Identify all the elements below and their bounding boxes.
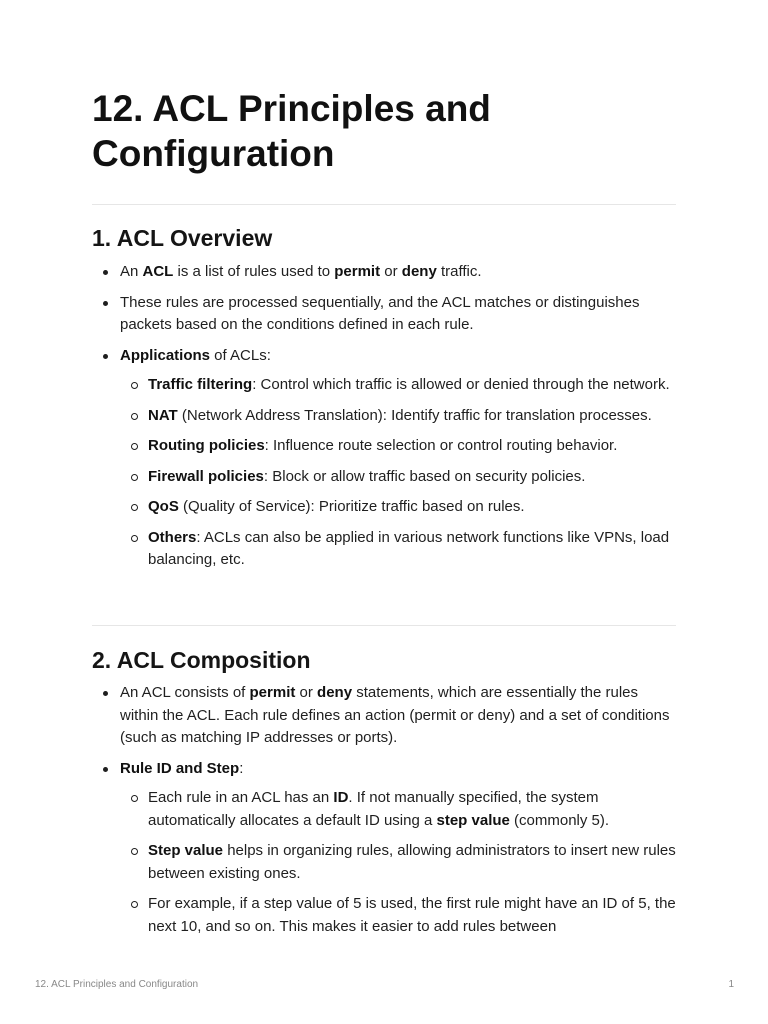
bold-term: Traffic filtering bbox=[148, 376, 253, 393]
list-item bbox=[120, 758, 676, 939]
list-item-text bbox=[120, 292, 676, 337]
sub-list-item bbox=[148, 466, 676, 489]
text-run: or bbox=[295, 684, 318, 701]
text-run: or bbox=[380, 263, 402, 280]
text-run: (commonly 5). bbox=[509, 811, 610, 829]
bold-term: ACL bbox=[142, 263, 174, 280]
text-run: traffic. bbox=[436, 263, 482, 280]
footer-document-title: 12. ACL Principles and Configuration bbox=[35, 979, 199, 990]
sub-list-item bbox=[148, 405, 676, 428]
list-item bbox=[120, 292, 676, 337]
list-item-text bbox=[120, 345, 676, 368]
acl-overview-list bbox=[120, 261, 676, 580]
sub-list-item bbox=[148, 527, 676, 572]
text-run: An bbox=[120, 263, 143, 280]
bold-term: Rule ID and Step bbox=[120, 759, 240, 777]
section-divider bbox=[92, 625, 676, 626]
section-heading-acl-composition: 2. ACL Composition bbox=[92, 647, 311, 673]
text-run: statements, which are essentially the rules within the ACL. Each rule defines an action (permit or deny) and a set of conditions (such as matching IP addresses or ports). bbox=[120, 684, 670, 746]
text-run: (Quality of Service): Prioritize traffic based on rules. bbox=[178, 498, 525, 515]
sub-list-item bbox=[148, 496, 676, 519]
bold-term: Routing policies bbox=[148, 437, 265, 454]
footer-page-number: 1 bbox=[728, 979, 734, 990]
bold-term: NAT bbox=[148, 406, 178, 424]
bold-term: deny bbox=[401, 263, 437, 280]
bold-term: Applications bbox=[120, 346, 211, 364]
bold-term: Firewall policies bbox=[148, 467, 264, 485]
list-item bbox=[120, 261, 676, 284]
bold-term: Others bbox=[148, 528, 197, 546]
sub-list bbox=[120, 374, 676, 572]
text-run: of ACLs: bbox=[210, 346, 271, 364]
text-run: Each rule in an ACL has an bbox=[148, 789, 334, 806]
page-title: 12. ACL Principles and Configuration bbox=[92, 88, 491, 174]
text-run: : Block or allow traffic based on security policies. bbox=[263, 467, 586, 485]
text-run: helps in organizing rules, allowing administrators to insert new rules between existing ones. bbox=[148, 842, 676, 882]
list-item-text bbox=[120, 261, 676, 284]
text-run: (Network Address Translation): Identify traffic for translation processes. bbox=[177, 406, 652, 424]
text-run: is a list of rules used to bbox=[173, 263, 335, 280]
text-run: . If not manually specified, the system automatically allocates a default ID using a bbox=[148, 789, 599, 829]
bold-term: ID bbox=[333, 789, 349, 806]
sub-list bbox=[120, 787, 676, 938]
sub-list-item bbox=[148, 787, 676, 832]
sub-list-item bbox=[148, 374, 676, 397]
bold-term: permit bbox=[334, 263, 381, 280]
acl-composition-list bbox=[120, 682, 676, 946]
bold-term: step value bbox=[436, 811, 510, 829]
section-heading-acl-overview: 1. ACL Overview bbox=[92, 225, 273, 251]
bold-term: Step value bbox=[148, 842, 224, 859]
text-run: An ACL consists of bbox=[120, 684, 250, 701]
bold-term: QoS bbox=[148, 498, 179, 515]
sub-list-item bbox=[148, 893, 676, 938]
list-item bbox=[120, 345, 676, 572]
text-run: For example, if a step value of 5 is used, the first rule might have an ID of 5, the next 10, and so on. This makes it easier to add rules between bbox=[148, 895, 676, 935]
text-run: : Control which traffic is allowed or denied through the network. bbox=[252, 376, 670, 393]
text-run: : bbox=[239, 759, 244, 777]
list-item-text bbox=[120, 758, 676, 781]
bold-term: deny bbox=[317, 684, 353, 701]
sub-list-item bbox=[148, 435, 676, 458]
text-run: : ACLs can also be applied in various network functions like VPNs, load balancing, etc. bbox=[148, 528, 670, 568]
title-divider bbox=[92, 204, 676, 205]
list-item bbox=[120, 682, 676, 750]
text-run: : Influence route selection or control routing behavior. bbox=[264, 437, 618, 454]
bold-term: permit bbox=[249, 684, 296, 701]
text-run: These rules are processed sequentially, and the ACL matches or distinguishes packets based on the conditions defined in each rule. bbox=[120, 293, 640, 333]
list-item-text bbox=[120, 682, 676, 750]
sub-list-item bbox=[148, 840, 676, 885]
